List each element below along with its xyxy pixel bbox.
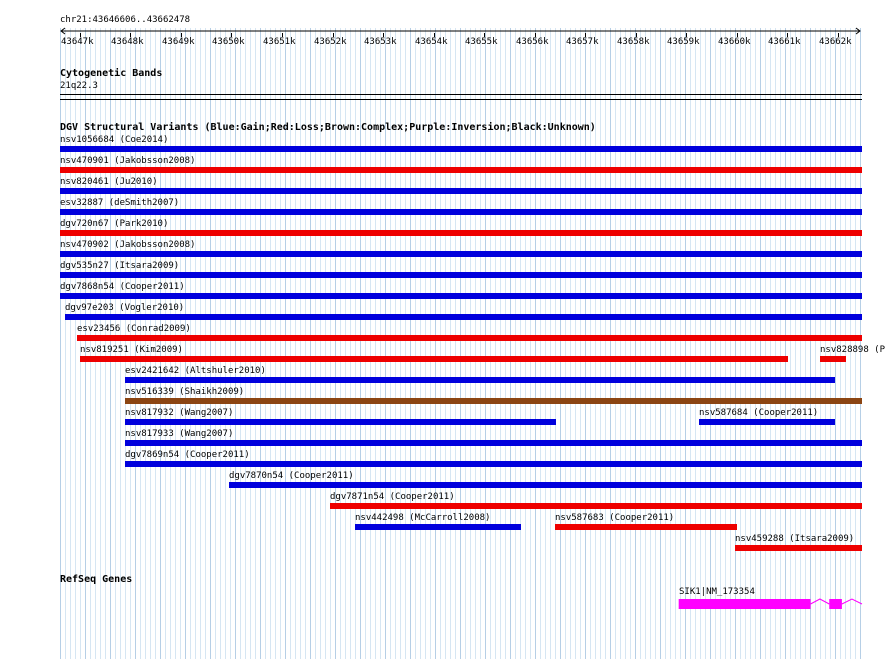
variant-label: nsv442498 (McCarroll2008): [355, 513, 491, 523]
variant-bar[interactable]: [229, 482, 862, 488]
variant-label: nsv470901 (Jakobsson2008): [60, 156, 196, 166]
gene-intron: [842, 599, 862, 604]
gene-intron: [811, 599, 830, 604]
variant-label: esv2421642 (Altshuler2010): [125, 366, 266, 376]
ruler-tick-label: 43653k: [364, 37, 397, 47]
variant-bar[interactable]: [65, 314, 862, 320]
variant-label: nsv1056684 (Coe2014): [60, 135, 169, 145]
gene-exon: [679, 599, 811, 609]
cytoband-band-label: 21q22.3: [60, 81, 98, 91]
variant-label: dgv535n27 (Itsara2009): [60, 261, 180, 271]
cytoband-rule-top: [60, 94, 862, 95]
ruler-location: chr21:43646606..43662478: [60, 15, 191, 25]
ruler-tick-label: 43652k: [314, 37, 347, 47]
ruler-tick-label: 43655k: [465, 37, 498, 47]
variant-label: dgv7868n54 (Cooper2011): [60, 282, 185, 292]
variant-bar[interactable]: [125, 440, 862, 446]
variant-label: dgv7870n54 (Cooper2011): [229, 471, 354, 481]
variant-bar[interactable]: [555, 524, 737, 530]
variant-label: nsv470902 (Jakobsson2008): [60, 240, 196, 250]
variant-label: nsv817933 (Wang2007): [125, 429, 234, 439]
ruler-tick-label: 43648k: [111, 37, 144, 47]
ruler-tick-label: 43651k: [263, 37, 296, 47]
variant-bar[interactable]: [820, 356, 846, 362]
variant-bar[interactable]: [125, 377, 835, 383]
variant-label: nsv459288 (Itsara2009): [735, 534, 855, 544]
variant-bar[interactable]: [60, 293, 862, 299]
variant-label: dgv720n67 (Park2010): [60, 219, 169, 229]
cytoband-track-title[interactable]: Cytogenetic Bands: [60, 68, 163, 79]
variant-bar[interactable]: [330, 503, 862, 509]
variant-bar[interactable]: [77, 335, 862, 341]
variant-label: nsv819251 (Kim2009): [80, 345, 183, 355]
variant-label: dgv7871n54 (Cooper2011): [330, 492, 455, 502]
variant-label: dgv7869n54 (Cooper2011): [125, 450, 250, 460]
cytoband-rule-bottom: [60, 99, 862, 100]
ruler-axis: [58, 27, 864, 35]
gene-exon: [829, 599, 842, 609]
ruler-tick-label: 43650k: [212, 37, 245, 47]
ruler-tick-label: 43661k: [768, 37, 801, 47]
gene-label[interactable]: SIK1|NM_173354: [679, 587, 755, 597]
variant-bar[interactable]: [80, 356, 788, 362]
variant-bar[interactable]: [735, 545, 862, 551]
variant-bar[interactable]: [355, 524, 521, 530]
variant-label: esv23456 (Conrad2009): [77, 324, 191, 334]
variant-bar[interactable]: [60, 209, 862, 215]
variant-bar[interactable]: [125, 398, 862, 404]
variant-label: nsv587683 (Cooper2011): [555, 513, 675, 523]
variant-bar[interactable]: [60, 230, 862, 236]
variant-label: nsv587684 (Cooper2011): [699, 408, 819, 418]
variant-label: dgv97e203 (Vogler2010): [65, 303, 185, 313]
ruler-tick-label: 43654k: [415, 37, 448, 47]
ruler-tick-label: 43647k: [61, 37, 94, 47]
ruler-tick-label: 43657k: [566, 37, 599, 47]
variant-bar[interactable]: [699, 419, 835, 425]
ruler-tick-label: 43659k: [667, 37, 700, 47]
ruler-tick-label: 43660k: [718, 37, 751, 47]
variant-bar[interactable]: [60, 188, 862, 194]
variant-label: esv32887 (deSmith2007): [60, 198, 180, 208]
variant-bar[interactable]: [60, 146, 862, 152]
variant-bar[interactable]: [60, 167, 862, 173]
ruler-tick-label: 43656k: [516, 37, 549, 47]
ruler-tick-label: 43662k: [819, 37, 852, 47]
variant-label: nsv828898 (P: [820, 345, 886, 355]
variant-label: nsv817932 (Wang2007): [125, 408, 234, 418]
refseq-track-title[interactable]: RefSeq Genes: [60, 574, 133, 585]
dgv-track-title[interactable]: DGV Structural Variants (Blue:Gain;Red:Loss;Brown:Complex;Purple:Inversion;Black:Unknown): [60, 122, 596, 133]
variant-bar[interactable]: [125, 419, 556, 425]
variant-label: nsv516339 (Shaikh2009): [125, 387, 245, 397]
variant-bar[interactable]: [60, 272, 862, 278]
variant-bar[interactable]: [60, 251, 862, 257]
ruler-tick-label: 43658k: [617, 37, 650, 47]
ruler-tick-label: 43649k: [162, 37, 195, 47]
variant-label: nsv820461 (Ju2010): [60, 177, 158, 187]
gene-model[interactable]: [0, 596, 890, 612]
variant-bar[interactable]: [125, 461, 862, 467]
